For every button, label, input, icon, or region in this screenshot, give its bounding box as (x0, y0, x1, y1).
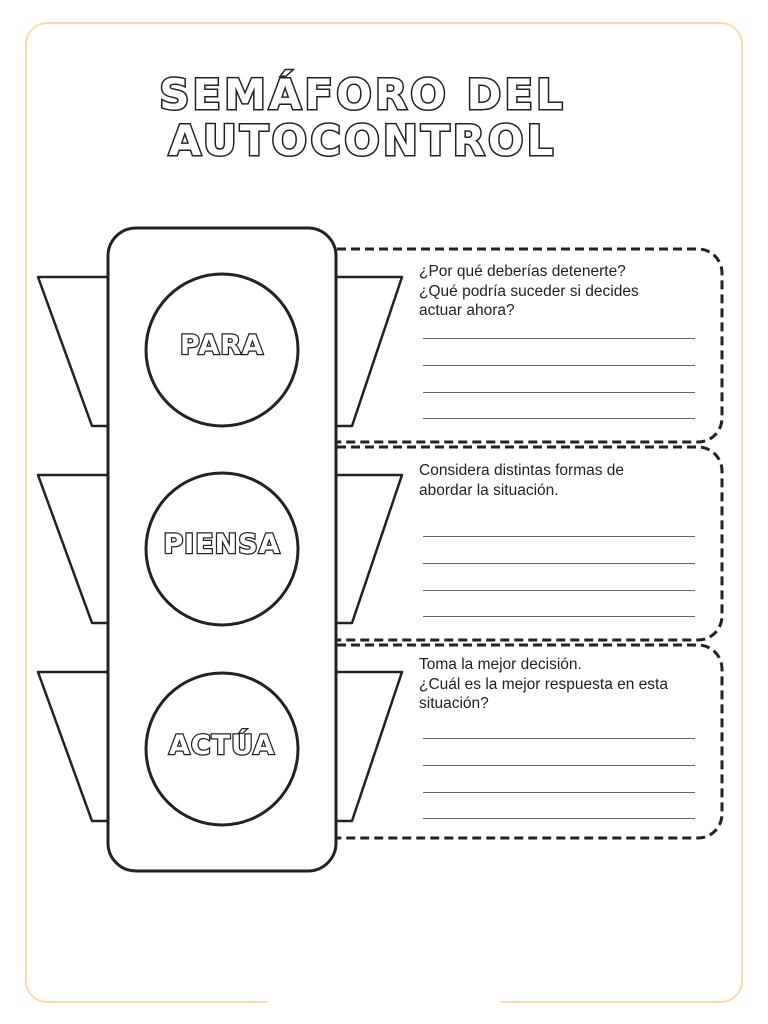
panel-para-text-3: actuar ahora? (419, 302, 515, 319)
panel-actua-text-1: Toma la mejor decisión. (419, 656, 582, 673)
answer-line[interactable] (423, 590, 695, 591)
light-label-actua: ACTÚA (168, 730, 276, 761)
visor-right-2 (334, 475, 402, 623)
title-line-1: SEMÁFORO DEL (159, 70, 566, 119)
light-label-para: PARA (180, 330, 264, 361)
answer-line[interactable] (423, 765, 695, 766)
answer-line[interactable] (423, 338, 695, 339)
panel-piensa (419, 461, 709, 500)
panel-actua-text-3: situación? (419, 695, 489, 712)
title-line-2: AUTOCONTROL (168, 116, 557, 165)
answer-line[interactable] (423, 536, 695, 537)
answer-line[interactable] (423, 818, 695, 819)
visor-right-3 (334, 672, 402, 821)
panel-piensa-text-2: abordar la situación. (419, 481, 559, 499)
visor-left-2 (38, 475, 110, 623)
answer-line[interactable] (423, 738, 695, 739)
answer-line[interactable] (423, 616, 695, 617)
panel-actua (419, 655, 709, 714)
answer-line[interactable] (423, 563, 695, 564)
panel-para-text-1: ¿Por qué deberías detenerte? (419, 263, 626, 280)
panel-para (419, 262, 709, 321)
panel-piensa-text-1: Considera distintas formas de (419, 462, 625, 479)
panel-para-text-2: ¿Qué podría suceder si decides (419, 282, 639, 300)
visor-right-1 (334, 277, 402, 426)
answer-line[interactable] (423, 792, 695, 793)
answer-line[interactable] (423, 418, 695, 419)
visor-left-1 (38, 277, 110, 426)
light-label-piensa: PIENSA (163, 529, 281, 560)
visor-left-3 (38, 672, 110, 821)
answer-line[interactable] (423, 392, 695, 393)
answer-line[interactable] (423, 365, 695, 366)
panel-actua-text-2: ¿Cuál es la mejor respuesta en esta (419, 675, 668, 693)
